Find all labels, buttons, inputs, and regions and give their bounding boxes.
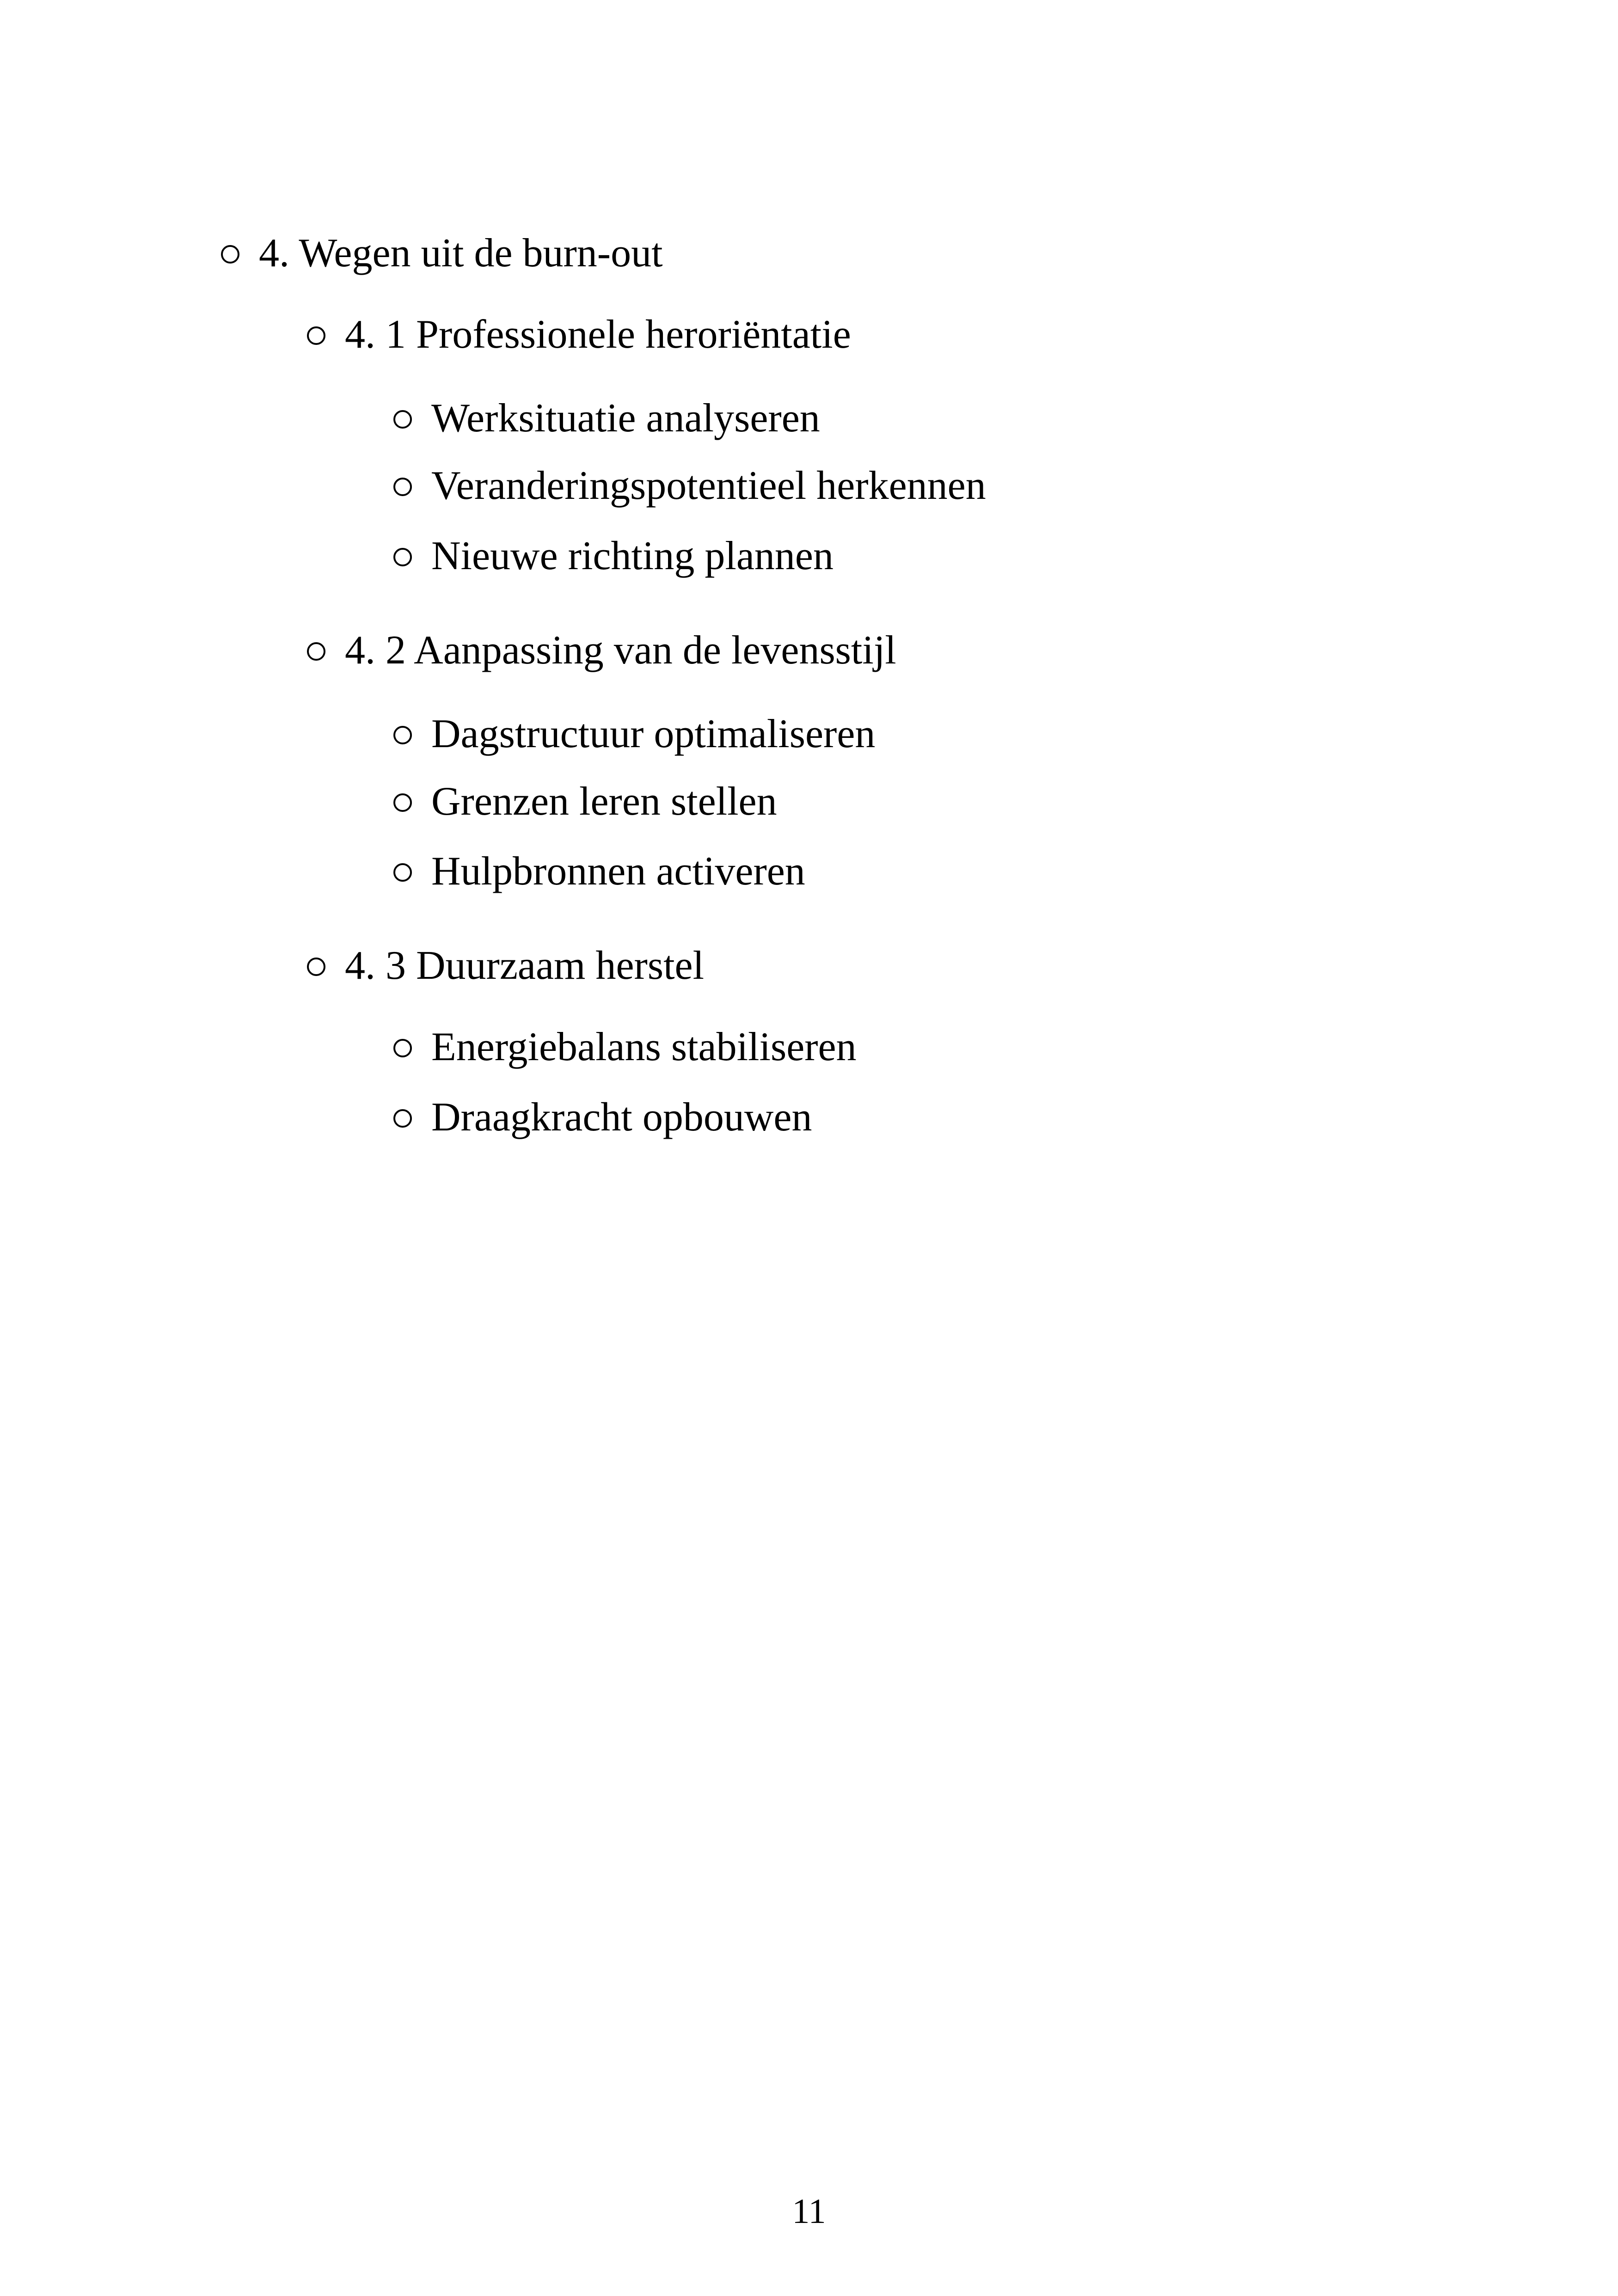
outline-item-level-2	[307, 309, 851, 360]
hollow-circle-bullet-icon	[393, 863, 412, 882]
outline-item-text: Nieuwe richting plannen	[431, 534, 834, 578]
outline-item-text: Draagkracht opbouwen	[431, 1095, 812, 1140]
outline-item-text: 4. 3 Duurzaam herstel	[345, 943, 705, 988]
hollow-circle-bullet-icon	[393, 793, 412, 812]
hollow-circle-bullet-icon	[221, 245, 239, 264]
hollow-circle-bullet-icon	[393, 1109, 412, 1128]
outline-item-text: Veranderingspotentieel herkennen	[431, 463, 986, 508]
outline-item-level-3	[393, 393, 820, 444]
outline-item-level-2	[307, 625, 896, 676]
outline-item-text: 4. 1 Professionele heroriëntatie	[345, 312, 851, 357]
outline-item-text: Dagstructuur optimaliseren	[431, 712, 876, 756]
outline-item-level-2	[307, 940, 704, 991]
hollow-circle-bullet-icon	[393, 1039, 412, 1057]
hollow-circle-bullet-icon	[307, 958, 325, 976]
outline-item-text: Hulpbronnen activeren	[431, 849, 805, 894]
hollow-circle-bullet-icon	[307, 326, 325, 345]
outline-item-level-3	[393, 1092, 812, 1143]
outline-item-text: Energiebalans stabiliseren	[431, 1025, 857, 1069]
hollow-circle-bullet-icon	[393, 548, 412, 566]
outline-item-level-1	[221, 228, 663, 279]
page-number: 11	[792, 2192, 826, 2231]
outline-item-text: 4. Wegen uit de burn-out	[259, 231, 663, 276]
outline-item-level-3	[393, 460, 986, 511]
outline-item-level-3	[393, 531, 834, 582]
hollow-circle-bullet-icon	[393, 410, 412, 429]
hollow-circle-bullet-icon	[393, 478, 412, 496]
outline-item-text: 4. 2 Aanpassing van de levensstijl	[345, 628, 896, 673]
outline-item-text: Werksituatie analyseren	[431, 396, 820, 441]
outline-item-level-3	[393, 846, 805, 897]
outline-item-level-3	[393, 776, 777, 827]
outline-item-level-3	[393, 1022, 857, 1073]
hollow-circle-bullet-icon	[307, 642, 325, 661]
outline-item-level-3	[393, 709, 875, 760]
hollow-circle-bullet-icon	[393, 726, 412, 744]
outline-item-text: Grenzen leren stellen	[431, 779, 777, 824]
